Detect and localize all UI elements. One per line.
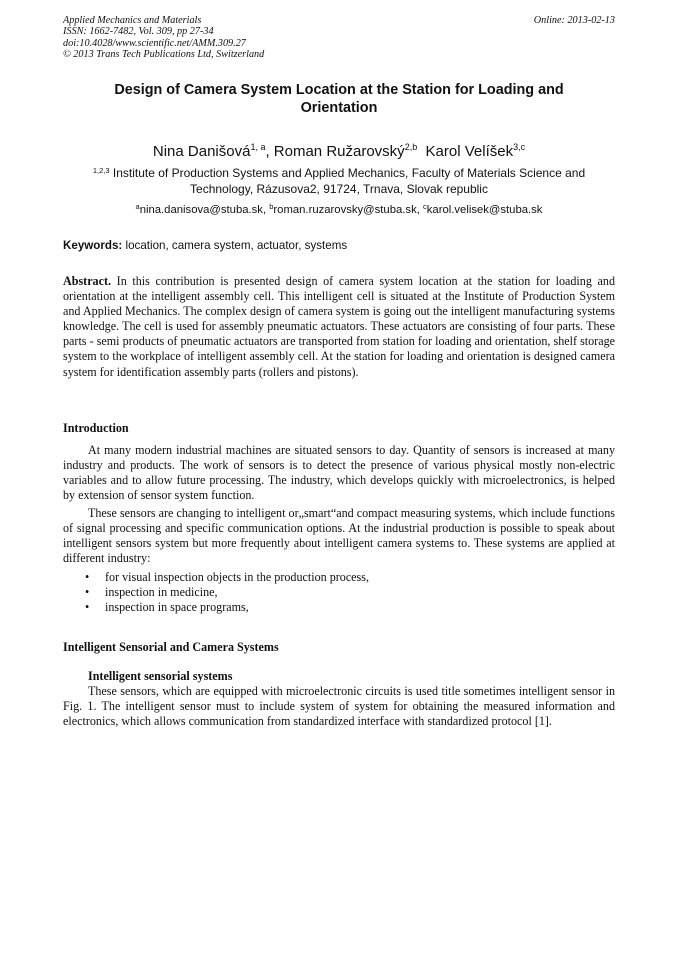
online-date: Online: 2013-02-13 [533, 15, 615, 26]
bullet-list [85, 570, 605, 615]
subsection-heading: Intelligent sensorial systems [88, 669, 233, 683]
keywords-text: location, camera system, actuator, systems [125, 239, 348, 252]
bullet-icon: • [85, 585, 90, 600]
introduction-paragraph-2: These sensors are changing to intelligent or„smart“and compact measuring systems, which include functions of signal processing and specific communication options. At the industrial production is possible to speak about intelligent sensors system but more frequently about intelligent camera systems to. These systems are applied at different industry: [63, 506, 615, 566]
bullet-icon: • [85, 570, 90, 584]
doi-line: doi:10.4028/www.scientific.net/AMM.309.27 [63, 37, 246, 49]
copyright-line: © 2013 Trans Tech Publications Ltd, Switzerland [63, 49, 265, 61]
author-name: Roman Ružarovský [273, 143, 405, 160]
author-name: Nina Danišová [152, 143, 251, 160]
author-affiliation-mark: 2,b [404, 142, 418, 152]
list-item-text: for visual inspection objects in the production process, [105, 570, 369, 584]
author-affiliation-mark: 3,c [513, 142, 526, 152]
issn-line: ISSN: 1662-7482, Vol. 309, pp 27-34 [63, 26, 214, 38]
section-paragraph: These sensors, which are equipped with microelectronic circuits is used title sometimes intelligent sensor in Fig. 1. The intelligent sensor must to include system of system for obtaining the measured information and electronics, which allows communication from standardized interface with standardized protocol [1]. [63, 684, 615, 729]
keywords [63, 238, 615, 253]
list-item [85, 570, 605, 585]
email-address[interactable]: karol.velisek@stuba.sk [426, 204, 543, 216]
journal-header [63, 15, 615, 61]
abstract-label: Abstract. [63, 274, 112, 288]
email-mark: c [423, 202, 427, 211]
affiliation [70, 166, 608, 197]
list-item [85, 585, 605, 600]
journal-name: Applied Mechanics and Materials [63, 15, 202, 26]
affiliation-text: Institute of Production Systems and Applied Mechanics, Faculty of Materials Science and Technology, Rázusova2, 91724, Trnava, Slovak republic [112, 166, 586, 196]
email-address[interactable]: roman.ruzarovsky@stuba.sk [273, 204, 417, 216]
affiliation-mark: 1,2,3 [92, 166, 110, 175]
email-mark: a [135, 202, 140, 211]
author-list: Nina Danišová$^{1, a}$, Roman Ružarovský$^{2,b}$ Karol Velíšek$^{3,c}$ [152, 142, 526, 160]
introduction-heading: Introduction [63, 421, 129, 435]
keywords-label: Keywords: [63, 239, 123, 252]
bullet-icon: • [85, 600, 90, 615]
author-name: Karol Velíšek [425, 143, 514, 160]
email-mark: b [269, 202, 274, 211]
list-item [85, 600, 605, 615]
paper-title: Design of Camera System Location at the Station for Loading and Orientation [114, 82, 564, 116]
list-item-text: inspection in space programs, [105, 600, 249, 615]
author-affiliation-mark: 1, a [250, 142, 266, 152]
list-item-text: inspection in medicine, [105, 585, 218, 600]
email-list: $^a$nina.danisova@stuba.sk, $^b$roman.ruzarovsky@stuba.sk, $^c$karol.velisek@stuba.sk [135, 202, 543, 216]
email-address[interactable]: nina.danisova@stuba.sk [139, 204, 263, 216]
abstract [63, 274, 615, 380]
section-heading: Intelligent Sensorial and Camera Systems [63, 640, 279, 654]
introduction-paragraph-1: At many modern industrial machines are situated sensors to day. Quantity of sensors is increased at many industry and products. The work of sensors is to detect the presence of various physical mostly non-electric variables and to allow future processing. The industry, which develops quickly with microelectronics, is helped by extension of sensor system function. [63, 443, 615, 503]
abstract-text: In this contribution is presented design of camera system location at the station for loading and orientation at the intelligent assembly cell. This intelligent cell is situated at the Institute of Production System and Applied Mechanics. The complex design of camera system is going out the intelligent manufacturing systems knowledge. The cell is used for assembly pneumatic actuators. These actuators are consisting of four parts. These parts - semi products of pneumatic actuators are transported from station for loading and orientation, shelf storage system to the workplace of intelligent assembly cell. At the station for loading and orientation is designed camera system for identification assembly parts (rollers and pistons). [63, 274, 615, 379]
